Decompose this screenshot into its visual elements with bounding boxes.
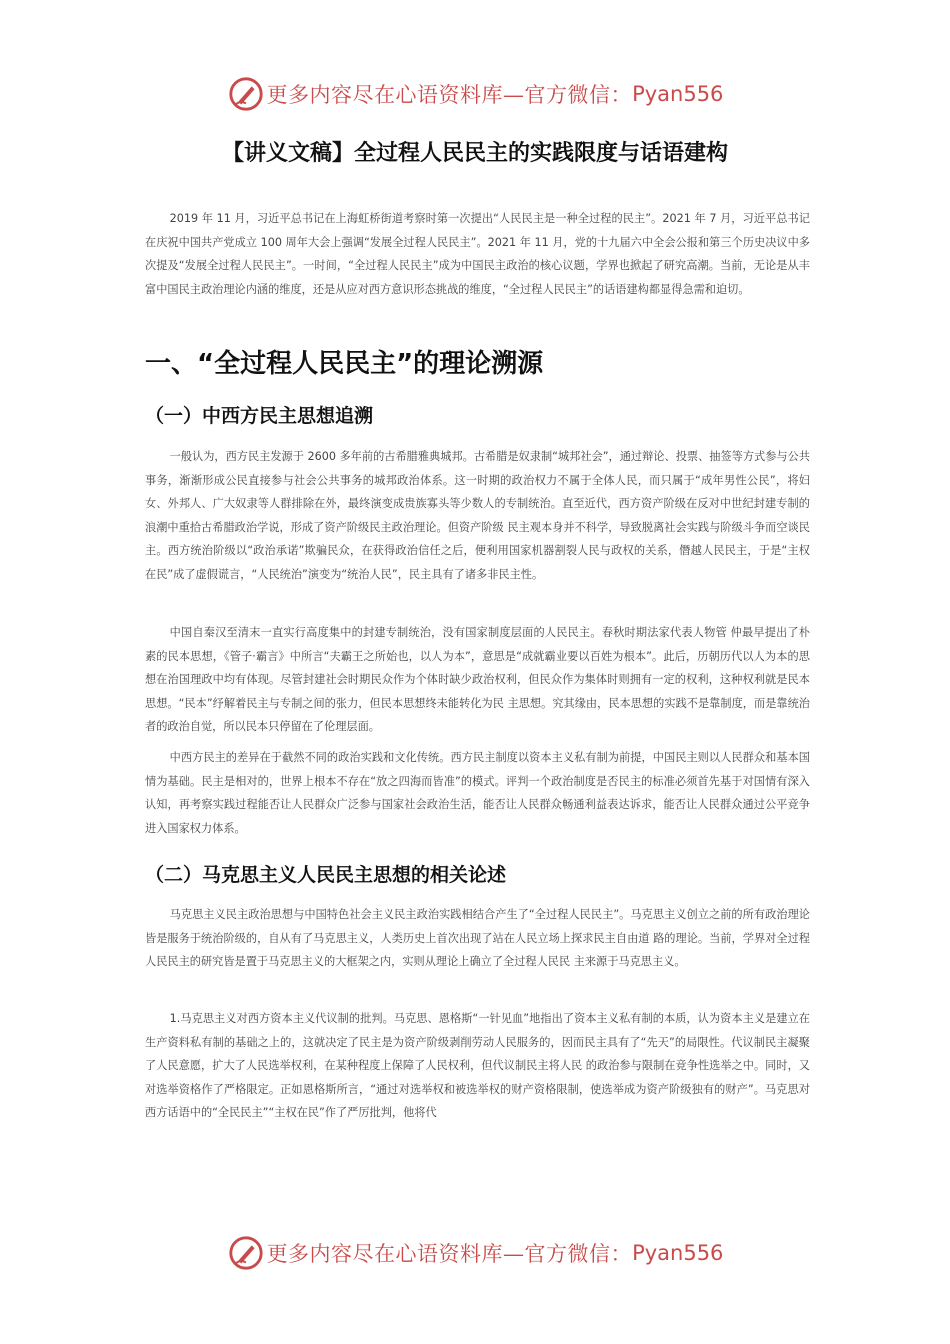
paragraph: 马克思主义民主政治思想与中国特色社会主义民主政治实践相结合产生了“全过程人民民主”。马克思主义创立之前的所有政治理论皆是服务于统治阶级的，自从有了马克思主义，人类历史上首次出现了站在人民立场上探求民主自由道 路的理论。当前，学界对全过程人民民主的研究皆是置于马克思主义的大框架之内，实则从理论上确立了全过程人民民 主来源于马克思主义。 — [145, 908, 810, 968]
paragraph: 1.马克思主义对西方资本主义代议制的批判。马克思、恩格斯“一针见血”地指出了资本主义私有制的本质，认为资本主义是建立在生产资料私有制的基础之上的，这就决定了民主是为资产阶级剥削劳动人民服务的，因而民主具有了“先天”的局限性。代议制民主凝聚了人民意愿，扩大了人民选举权利，在某种程度上保障了人民权利，但代议制民主将人民 的政治参与限制在竞争性选举之中。同时，又对选举资格作了严格限定。正如恩格斯所言，“通过对选举权和被选举权的财产资格限制，使选举成为资产阶级独有的财产”。马克思对西方话语中的“全民民主”“主权在民”作了严厉批判，他将代 — [145, 1012, 810, 1119]
subsection-1-heading: （一）中西方民主思想追溯 — [145, 405, 374, 427]
banner-text: 更多内容尽在心语资料库—官方微信： — [266, 1242, 633, 1266]
section-1-heading: 一、“全过程人民民主”的理论溯源 — [145, 349, 544, 379]
pen-logo-icon — [227, 75, 265, 113]
header-banner — [0, 72, 950, 116]
paragraph: 中国自秦汉至清末一直实行高度集中的封建专制统治，没有国家制度层面的人民民主。春秋时期法家代表人物管 仲最早提出了朴素的民本思想，《管子·霸言》中所言“夫霸王之所始也，以人为本”，意思是“成就霸业要以百姓为根本”。此后，历朝历代以人为本的思想在治国理政中均有体现。尽管封建社会时期民众作为个体时缺少政治权利，但民众作为集体时则拥有一定的权利，这种权利就是民本思想。“民本”纾解着民主与专制之间的张力，但民本思想终未能转化为民 主思想。究其缘由，民本思想的实践不是靠制度，而是靠统治者的政治自觉，所以民本只停留在了伦理层面。 — [145, 626, 810, 733]
banner-wechat-id: Pyan556 — [632, 82, 724, 106]
intro-paragraph: 2019 年 11 月，习近平总书记在上海虹桥街道考察时第一次提出“人民民主是一种全过程的民主”。2021 年 7 月，习近平总书记在庆祝中国共产党成立 100 周年大会上强调“发展全过程人民民主”。2021 年 11 月，党的十九届六中全会公报和第三个历史决议中多次提及“发展全过程人民民主”。一时间，“全过程人民民主”成为中国民主政治的核心议题，学界也掀起了研究高潮。当前，无论是从丰富中国民主政治理论内涵的维度，还是从应对西方意识形态挑战的维度，“全过程人民民主”的话语建构都显得急需和迫切。 — [145, 212, 810, 296]
banner-text: 更多内容尽在心语资料库—官方微信： — [266, 83, 633, 107]
banner-wechat-id: Pyan556 — [632, 1241, 724, 1265]
footer-banner — [0, 1231, 950, 1275]
document-title: 【讲义文稿】全过程人民民主的实践限度与话语建构 — [221, 141, 728, 166]
subsection-2-heading: （二）马克思主义人民民主思想的相关论述 — [145, 864, 507, 886]
pen-logo-icon — [227, 1234, 265, 1272]
paragraph: 中西方民主的差异在于截然不同的政治实践和文化传统。西方民主制度以资本主义私有制为前提，中国民主则以人民群众和基本国情为基础。民主是相对的，世界上根本不存在“放之四海而皆准”的模式。评判一个政治制度是否民主的标准必须首先基于对国情有深入认知，再考察实践过程能否让人民群众广泛参与国家社会政治生活，能否让人民群众畅通利益表达诉求，能否让人民群众通过公平竞争进入国家权力体系。 — [145, 751, 810, 835]
paragraph: 一般认为，西方民主发源于 2600 多年前的古希腊雅典城邦。古希腊是奴隶制“城邦社会”，通过辩论、投票、抽签等方式参与公共事务，渐渐形成公民直接参与社会公共事务的城邦政治体系。这一时期的政治权力不属于全体人民，而只属于“成年男性公民”，将妇女、外邦人、广大奴隶等人群排除在外，最终演变成贵族寡头等少数人的专制统治。直至近代，西方资产阶级在反对中世纪封建专制的浪潮中重拾古希腊政治学说，形成了资产阶级民主政治理论。但资产阶级 民主观本身并不科学，导致脱离社会实践与阶级斗争而空谈民主。西方统治阶级以“政治承诺”欺骗民众，在获得政治信任之后，便利用国家机器割裂人民与政权的关系，僭越人民民主，于是“主权在民”成了虚假谎言，“人民统治”演变为“统治人民”，民主具有了诸多非民主性。 — [145, 450, 810, 581]
